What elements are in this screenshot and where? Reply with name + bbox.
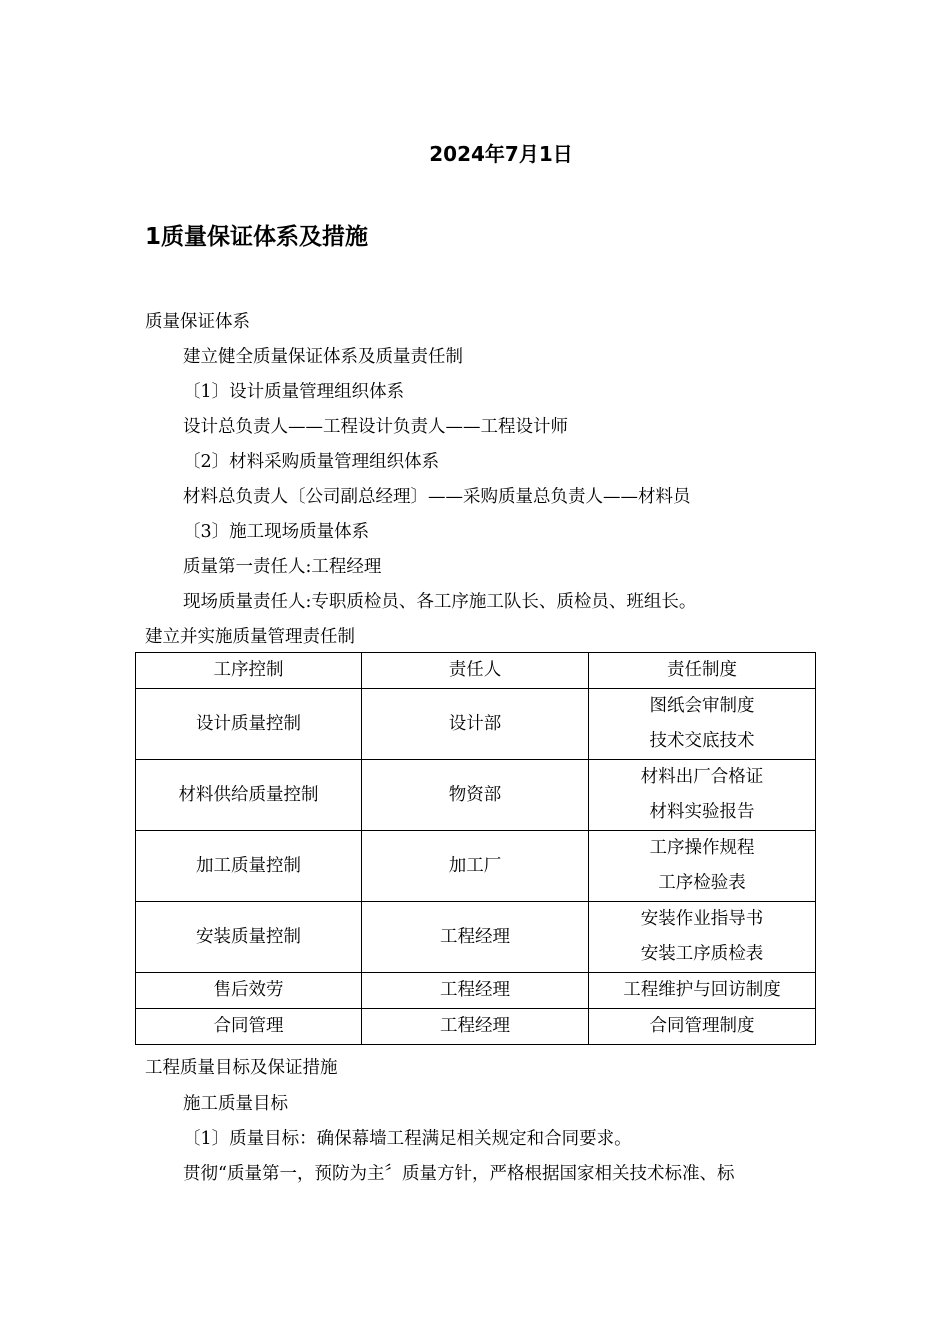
section-title: 工程质量目标及保证措施	[145, 1058, 338, 1078]
body-line: 材料总负责人〔公司副总经理〕——采购质量总负责人——材料员	[183, 487, 691, 507]
table-row	[136, 760, 816, 831]
header-cell-system: 责任制度	[589, 653, 816, 689]
system-item: 工序操作规程	[649, 838, 755, 858]
cell-person: 物资部	[362, 760, 589, 831]
body-line: 施工质量目标	[183, 1094, 288, 1114]
table-row	[136, 973, 816, 1009]
table-row	[136, 831, 816, 902]
section-heading: 1质量保证体系及措施	[145, 224, 369, 250]
system-item: 图纸会审制度	[649, 696, 755, 716]
table-row	[136, 1009, 816, 1045]
cell-process: 设计质量控制	[136, 689, 362, 760]
body-line: 设计总负责人——工程设计负责人——工程设计师	[183, 417, 568, 437]
body-line: 〔1〕质量目标：确保幕墙工程满足相关规定和合同要求。	[183, 1129, 632, 1149]
cell-person: 加工厂	[362, 831, 589, 902]
body-line: 〔3〕施工现场质量体系	[183, 522, 370, 542]
system-item: 材料出厂合格证	[640, 767, 764, 787]
cell-process: 加工质量控制	[136, 831, 362, 902]
body-line: 贯彻“质量第一，预防为主〞质量方针，严格根据国家相关技术标准、标	[183, 1164, 735, 1184]
cell-system: 工程维护与回访制度	[589, 973, 816, 1009]
body-line: 〔1〕设计质量管理组织体系	[183, 382, 405, 402]
cell-process: 售后效劳	[136, 973, 362, 1009]
system-item: 材料实验报告	[649, 802, 755, 822]
header-cell-person: 责任人	[362, 653, 589, 689]
cell-system	[589, 760, 816, 831]
table-header-row	[136, 653, 816, 689]
header-cell-process: 工序控制	[136, 653, 362, 689]
cell-person: 设计部	[362, 689, 589, 760]
body-line: 〔2〕材料采购质量管理组织体系	[183, 452, 440, 472]
body-line: 质量第一责任人:工程经理	[183, 557, 382, 577]
cell-system	[589, 689, 816, 760]
cell-process: 合同管理	[136, 1009, 362, 1045]
system-item: 安装工序质检表	[640, 944, 764, 964]
cell-system	[589, 902, 816, 973]
cell-process: 安装质量控制	[136, 902, 362, 973]
cell-system	[589, 831, 816, 902]
cell-person: 工程经理	[362, 1009, 589, 1045]
system-item: 技术交底技术	[649, 731, 755, 751]
cell-process: 材料供给质量控制	[136, 760, 362, 831]
table-title: 建立并实施质量管理责任制	[145, 627, 355, 647]
body-line: 建立健全质量保证体系及质量责任制	[183, 347, 463, 367]
cell-person: 工程经理	[362, 902, 589, 973]
table-row	[136, 902, 816, 973]
section-title: 质量保证体系	[145, 312, 250, 332]
system-item: 工序检验表	[658, 873, 746, 893]
body-line: 现场质量责任人:专职质检员、各工序施工队长、质检员、班组长。	[183, 592, 697, 612]
system-item: 安装作业指导书	[640, 909, 764, 929]
table-row	[136, 689, 816, 760]
cell-system: 合同管理制度	[589, 1009, 816, 1045]
responsibility-table	[135, 652, 816, 1045]
document-date: 2024年7月1日	[429, 142, 573, 166]
cell-person: 工程经理	[362, 973, 589, 1009]
